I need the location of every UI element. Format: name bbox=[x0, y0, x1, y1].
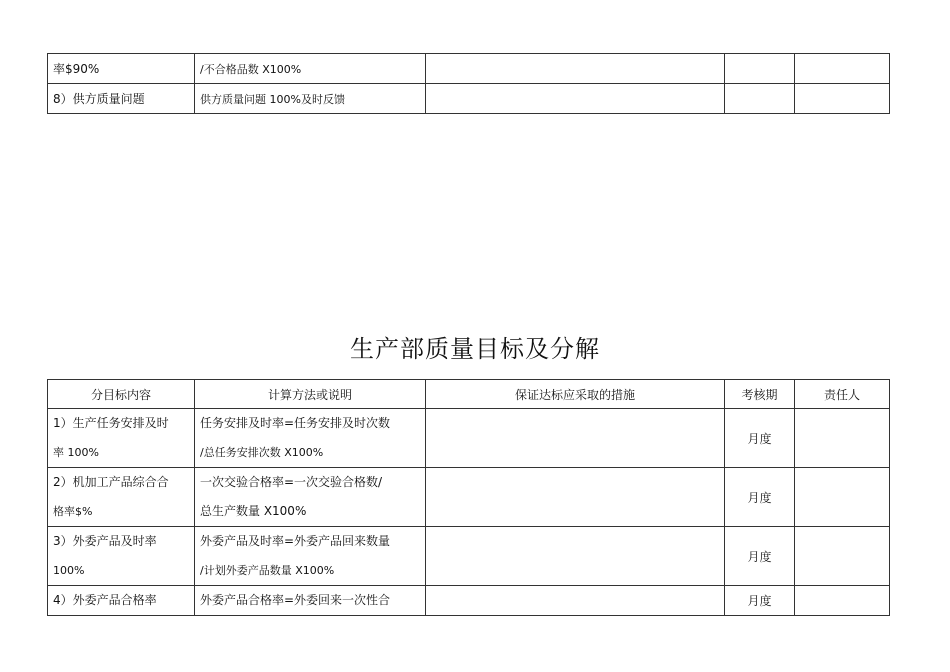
owner-cell bbox=[795, 527, 890, 586]
previous-table-continuation bbox=[47, 53, 890, 114]
period-cell: 月度 bbox=[725, 409, 795, 468]
period-cell: 月度 bbox=[725, 468, 795, 527]
table-row bbox=[48, 54, 890, 84]
method-cell bbox=[195, 586, 426, 616]
method-line: 总生产数量 X100% bbox=[200, 504, 307, 518]
method-line: 外委产品合格率=外委回来一次性合 bbox=[200, 593, 391, 607]
table-row bbox=[48, 84, 890, 114]
measures-cell bbox=[426, 54, 725, 84]
measures-cell bbox=[426, 84, 725, 114]
measures-cell bbox=[426, 586, 725, 616]
method-line: 一次交验合格率=一次交验合格数/ bbox=[200, 475, 383, 489]
page-title: 生产部质量目标及分解 bbox=[350, 335, 600, 363]
table-row bbox=[48, 409, 890, 468]
method-cell: /不合格品数 X100% bbox=[195, 54, 426, 84]
goal-cell bbox=[48, 586, 195, 616]
method-cell bbox=[195, 409, 426, 468]
quality-goals-table bbox=[47, 379, 890, 616]
method-cell bbox=[195, 468, 426, 527]
goal-cell: 8）供方质量问题 bbox=[48, 84, 195, 114]
goal-line: 1）生产任务安排及时 bbox=[53, 416, 169, 430]
period-cell: 月度 bbox=[725, 586, 795, 616]
goal-cell: 率$90% bbox=[48, 54, 195, 84]
table-row bbox=[48, 527, 890, 586]
goal-line: 100% bbox=[53, 564, 85, 577]
header-measures: 保证达标应采取的措施 bbox=[426, 380, 725, 409]
period-cell bbox=[725, 84, 795, 114]
header-period: 考核期 bbox=[725, 380, 795, 409]
goal-cell bbox=[48, 409, 195, 468]
owner-cell bbox=[795, 409, 890, 468]
period-cell bbox=[725, 54, 795, 84]
goal-cell bbox=[48, 527, 195, 586]
owner-cell bbox=[795, 586, 890, 616]
goal-line: 率 100% bbox=[53, 446, 99, 459]
method-line: 外委产品及时率=外委产品回来数量 bbox=[200, 534, 391, 548]
owner-cell bbox=[795, 84, 890, 114]
period-cell: 月度 bbox=[725, 527, 795, 586]
owner-cell bbox=[795, 54, 890, 84]
goal-line: 4）外委产品合格率 bbox=[53, 593, 157, 607]
goal-line: 格率$% bbox=[53, 505, 93, 518]
method-line: 任务安排及时率=任务安排及时次数 bbox=[200, 416, 391, 430]
measures-cell bbox=[426, 409, 725, 468]
method-cell bbox=[195, 527, 426, 586]
goal-line: 2）机加工产品综合合 bbox=[53, 475, 169, 489]
measures-cell bbox=[426, 527, 725, 586]
table-row bbox=[48, 468, 890, 527]
measures-cell bbox=[426, 468, 725, 527]
method-cell: 供方质量问题 100%及时反馈 bbox=[195, 84, 426, 114]
table-header-row bbox=[48, 380, 890, 409]
method-line: /总任务安排次数 X100% bbox=[200, 446, 324, 459]
owner-cell bbox=[795, 468, 890, 527]
table-row bbox=[48, 586, 890, 616]
header-method: 计算方法或说明 bbox=[195, 380, 426, 409]
header-goal: 分目标内容 bbox=[48, 380, 195, 409]
goal-cell bbox=[48, 468, 195, 527]
goal-line: 3）外委产品及时率 bbox=[53, 534, 157, 548]
method-line: /计划外委产品数量 X100% bbox=[200, 564, 335, 577]
header-owner: 责任人 bbox=[795, 380, 890, 409]
